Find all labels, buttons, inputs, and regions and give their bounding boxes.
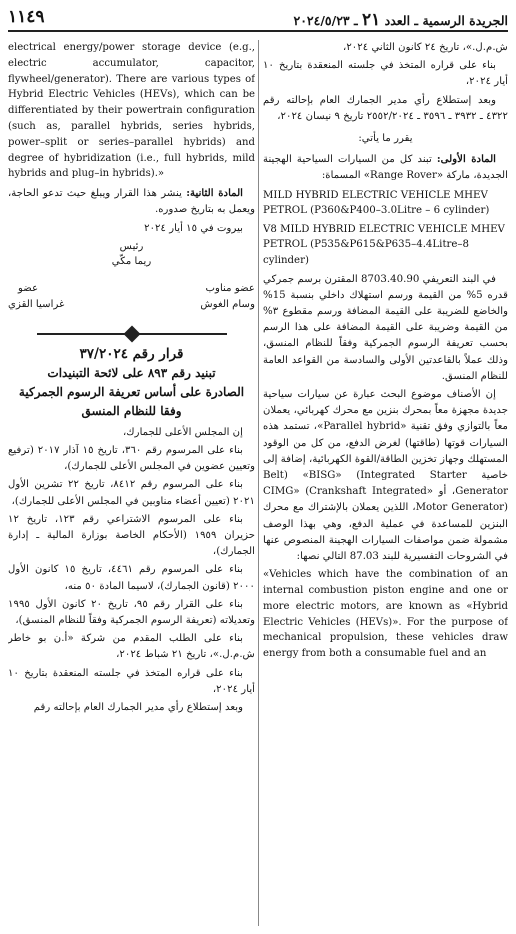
column-divider — [258, 40, 259, 926]
deputy-title: عضو مناوب — [205, 282, 255, 294]
decision-subtitle: وفقا للنظام المنسق — [81, 403, 182, 418]
article-1 — [263, 151, 508, 184]
decision-title: قرار رقم ٣٧/٢٠٢٤ — [79, 345, 184, 362]
right-column — [263, 40, 508, 928]
paragraph: بناء على القرار رقم ٩٥، تاريخ ٢٠ كانون الأول ١٩٩٥ وتعديلاته (تعريفة الرسوم الجمركية وفقاً للنظام المنسق)، — [8, 598, 255, 627]
paragraph: بناء على المرسوم الاشتراعي رقم ١٢٣، تاريخ ١٢ حزيران ١٩٥٩ (الأحكام الخاصة بوزارة المالية ـ إدارة الجمارك)، — [8, 513, 255, 558]
paragraph: وبعد إستطلاع رأي مدير الجمارك العام بإحالته رقم ٤٣٢٢ ـ ٣٩٣٢ ـ ٣٥٩٦ ـ ٢٥٥٢/٢٠٢٤ تاريخ ٩ نيسان ٢٠٢٤، — [263, 94, 508, 122]
decision-subtitle: تبنيد رقم ٨٩٣ على لائحة التبنيدات — [47, 365, 216, 380]
gazette-title — [294, 10, 509, 30]
article-1-text: تبند كل من السيارات السياحية الهجينة الجديدة، ماركة «Range Rover» المسماة: — [263, 154, 508, 182]
article-2-text: ينشر هذا القرار ويبلغ حيث تدعو الحاجة، ويعمل به بتاريخ صدوره. — [8, 188, 255, 216]
paragraph: إن الأصناف موضوع البحث عبارة عن سيارات سياحية جديدة مجهزة معاً بمحرك بنزين مع محرك كهربائي، يعملان معاً بالتوازي وفق تقنية «Parallel hybrid»، تستمد هذه السيارات قوتها (طاقتها) لغرض الدفع، من كل من الوقود المستهلك وجهاز تخزين الطاقة/القوة الكهربائية، إضافة إلى خاصية Belt) «BISG» (Integrated Starter Generator، أو «CIMG» (Crankshaft Integrated Motor Generator)، اللذين يعملان بالإشتراك مع محرك البنزين للمساعدة في عملية الدفع، وهي بهذا الوصف مشمولة ضمن مواصفات السيارات الهجينة المنصوص عنها في الشروحات التفسيرية للبند 87.03 التالي نصها: — [263, 389, 508, 563]
english-quote-end: electrical energy/power storage device (e.g., electric accumulator, capacitor, flywheel/generator). There are various types of Hybrid Electric Vehicles (HEVs), which can be differentiated by their powertrain configuration (such as, parallel hybrids, series hybrids, power–split or series–parallel hybrids) and degree of hybridization (i.e., full hybrids, mild hybrids and plug–in hybrids).» — [8, 42, 255, 180]
paragraph: بناء على المرسوم رقم ٤٤٦١، تاريخ ١٥ كانون الأول ٢٠٠٠ (قانون الجمارك)، لاسيما المادة ٥٠ منه، — [8, 564, 255, 592]
decides-heading: يقرر ما يأتي: — [358, 133, 413, 145]
paragraph: بناء على قراره المتخذ في جلسته المنعقدة بتاريخ ١٠ أيار ٢٠٢٤، — [8, 667, 255, 695]
chair-title: رئيس — [119, 240, 144, 252]
issue-date: ـ ٢٠٢٤/٥/٢٣ — [293, 13, 358, 28]
paragraph: ش.م.ل.»، تاريخ ٢٤ كانون الثاني ٢٠٢٤، — [343, 42, 508, 53]
deputy-name: وسام الغوش — [200, 298, 255, 310]
article-2 — [8, 185, 255, 218]
place-date: بيروت في ١٥ أيار ٢٠٢٤ — [144, 222, 243, 234]
section-separator — [37, 331, 227, 337]
vehicle-model-1: MILD HYBRID ELECTRIC VEHICLE MHEV PETROL (P360&P400–3.0Litre – 6 cylinder) — [263, 189, 490, 217]
paragraph: إن المجلس الأعلى للجمارك، — [122, 426, 243, 438]
paragraph: بناء على الطلب المقدم من شركة «أ.ن بو خاطر ش.م.ل.»، تاريخ ٢١ شباط ٢٠٢٤، — [8, 633, 255, 661]
paragraph: بناء على قراره المتخذ في جلسته المنعقدة بتاريخ ١٠ أيار ٢٠٢٤، — [263, 60, 508, 88]
member-title: عضو — [18, 282, 39, 294]
gazette-name: الجريدة الرسمية ـ العدد — [384, 13, 508, 28]
vehicle-model-2: V8 MILD HYBRID ELECTRIC VEHICLE MHEV PETROL (P535&P615&P635–4.4Litre–8 cylinder) — [263, 223, 505, 266]
paragraph: وبعد إستطلاع رأي مدير الجمارك العام بإحالته رقم — [33, 702, 243, 714]
issue-number: ٢١ — [362, 10, 381, 30]
decision-subtitle: الصادرة على أساس تعريفة الرسوم الجمركية — [18, 384, 245, 399]
page-header — [8, 6, 508, 32]
english-quote-start: «Vehicles which have the combination of an internal combustion piston engine and one or more electric motors, are known as «Hybrid Electric Vehicles (HEVs)». For the purpose of mechanical propulsion, these vehicles draw energy from both a consumable fuel and an — [263, 569, 508, 660]
paragraph: بناء على المرسوم رقم ٣٦٠، تاريخ ١٥ آذار ٢٠١٧ (ترفيع وتعيين عضوين في المجلس الأعلى للجمارك)، — [8, 444, 255, 473]
signatures — [8, 239, 255, 325]
paragraph: بناء على المرسوم رقم ٨٤١٢، تاريخ ٢٢ تشرين الأول ٢٠٢١ (تعيين أعضاء مناوبين في المجلس الأعلى للجمارك)، — [8, 479, 255, 507]
chair-name: ريما مكّي — [111, 255, 152, 267]
left-column — [8, 40, 255, 928]
member-name: غراسيا القزي — [8, 298, 65, 310]
article-1-label: المادة الأولى: — [436, 153, 496, 166]
page-number: ١١٤٩ — [8, 7, 45, 27]
article-2-label: المادة الثانية: — [186, 187, 244, 200]
paragraph: في البند التعريفي 8703.40.90 المقترن برسم جمركي قدره 5% من القيمة ورسم استهلاك داخلي بنسبة 15% والخاضع للضريبة على القيمة المضافة ورسم مقطوع ٣% من القيمة وضريبة على القيمة المضافة على هذا الرسم بحسب تعريفة الرسوم الجمركية وفقاً للنظام المنسق، وذلك عملاً بالقاعدتين الأولى والسادسة من القواعد العامة للنظام المنسق. — [263, 273, 508, 382]
